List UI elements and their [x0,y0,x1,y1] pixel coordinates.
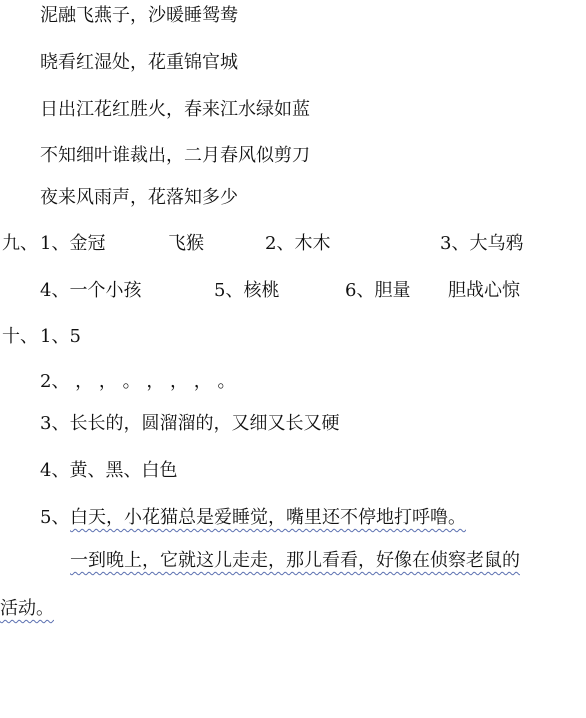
answer-item: 1、5 [40,326,81,347]
section-10-number: 十、 [2,326,38,347]
answer-item: 4、一个小孩 [40,280,142,301]
answer-item: 6、胆量 [345,280,411,301]
section-9-number: 九、 [2,233,38,254]
underlined-answer: 一到晚上，它就这儿走走，那儿看看，好像在侦察老鼠的 [70,550,520,571]
answer-item: 2、木木 [265,233,331,254]
answer-item: 飞猴 [168,233,204,254]
answer-item: 3、大乌鸦 [440,233,524,254]
poem-line-3: 日出江花红胜火，春来江水绿如蓝 [40,99,310,120]
underlined-answer: 白天，小花猫总是爱睡觉，嘴里还不停地打呼噜。 [70,507,466,528]
section-10-item-4: 4、黄、黑、白色 [40,460,178,481]
section-10-item-2: 2、 ， ， 。 ， ， ， 。 [40,371,236,392]
section-10-item-3: 3、长长的，圆溜溜的，又细又长又硬 [40,413,340,434]
answer-item: 胆战心惊 [448,280,520,301]
answer-item: 1、金冠 [40,233,106,254]
underlined-answer: 活动。 [0,598,54,619]
answer-item-number: 5、 [40,507,70,528]
poem-line-5: 夜来风雨声，花落知多少 [40,187,238,208]
poem-line-2: 晓看红湿处，花重锦官城 [40,52,238,73]
poem-line-1: 泥融飞燕子，沙暖睡鸳鸯 [40,5,238,26]
poem-line-4: 不知细叶谁裁出，二月春风似剪刀 [40,145,310,166]
answer-item: 5、核桃 [214,280,280,301]
